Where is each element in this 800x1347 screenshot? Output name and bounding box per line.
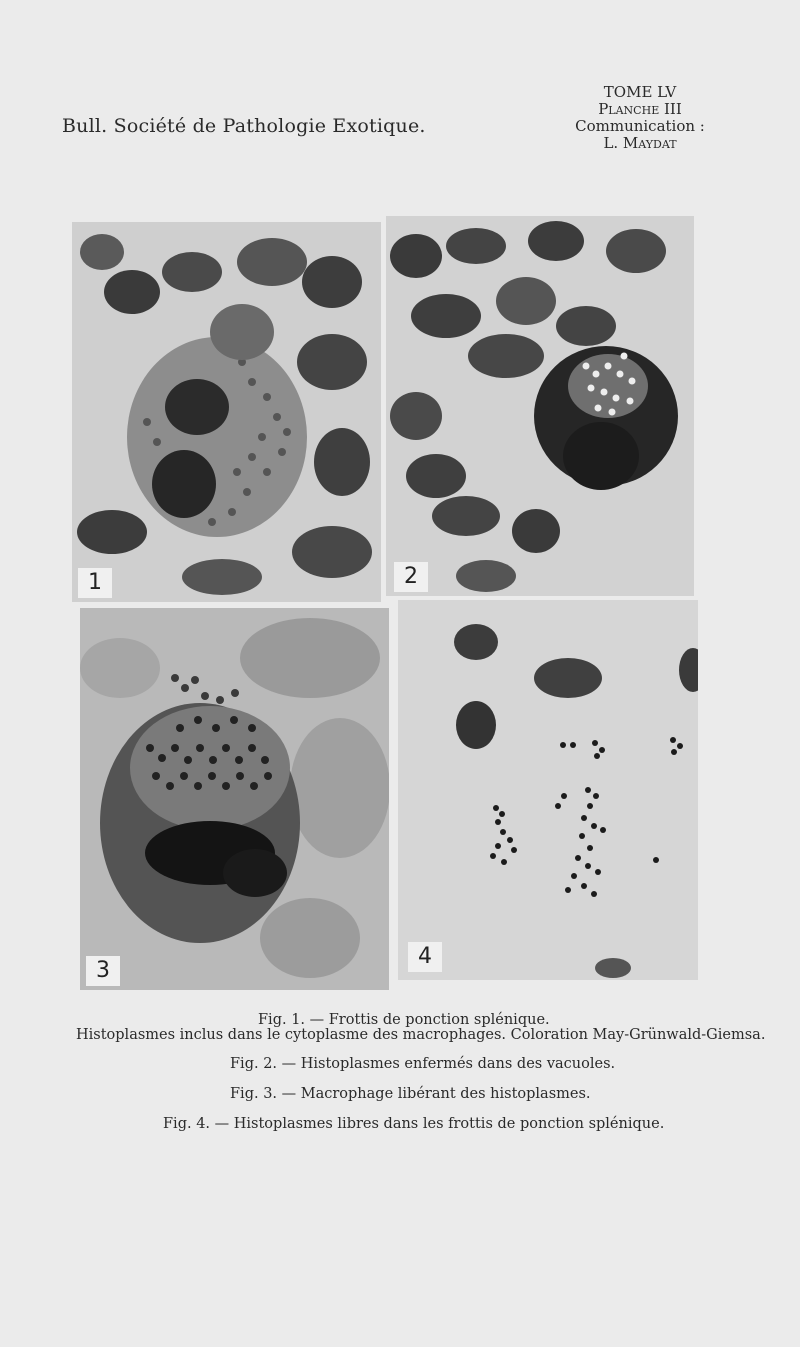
micrograph-plate bbox=[72, 216, 700, 990]
communication-label: Communication : bbox=[575, 117, 705, 135]
caption-fig1-title: Fig. 1. — Frottis de ponction splénique. bbox=[258, 1012, 550, 1028]
micrograph-fig1 bbox=[72, 222, 381, 602]
figure-number-1: 1 bbox=[78, 568, 112, 598]
micrograph-fig4 bbox=[398, 600, 698, 980]
caption-fig3: Fig. 3. — Macrophage libérant des histoplasmes. bbox=[230, 1086, 591, 1102]
journal-title: Bull. Société de Pathologie Exotique. bbox=[62, 115, 426, 137]
plate-label: Planche III bbox=[598, 100, 682, 118]
micrograph-fig2-image bbox=[386, 216, 694, 596]
micrograph-fig3-image bbox=[80, 608, 389, 990]
micrograph-fig3 bbox=[80, 608, 389, 990]
micrograph-fig1-image bbox=[72, 222, 381, 602]
tome-label: TOME LV bbox=[603, 83, 677, 101]
caption-fig2: Fig. 2. — Histoplasmes enfermés dans des vacuoles. bbox=[230, 1056, 616, 1072]
figure-number-2: 2 bbox=[394, 562, 428, 592]
figure-number-3: 3 bbox=[86, 956, 120, 986]
author-name: L. Maydat bbox=[603, 134, 677, 152]
micrograph-fig2 bbox=[386, 216, 694, 596]
caption-fig1-detail: Histoplasmes inclus dans le cytoplasme des macrophages. Coloration May-Grünwald-Giemsa. bbox=[76, 1027, 766, 1043]
caption-fig4: Fig. 4. — Histoplasmes libres dans les frottis de ponction splénique. bbox=[163, 1116, 665, 1132]
micrograph-fig4-image bbox=[398, 600, 698, 980]
plate-header bbox=[560, 84, 720, 152]
figure-number-4: 4 bbox=[408, 942, 442, 972]
